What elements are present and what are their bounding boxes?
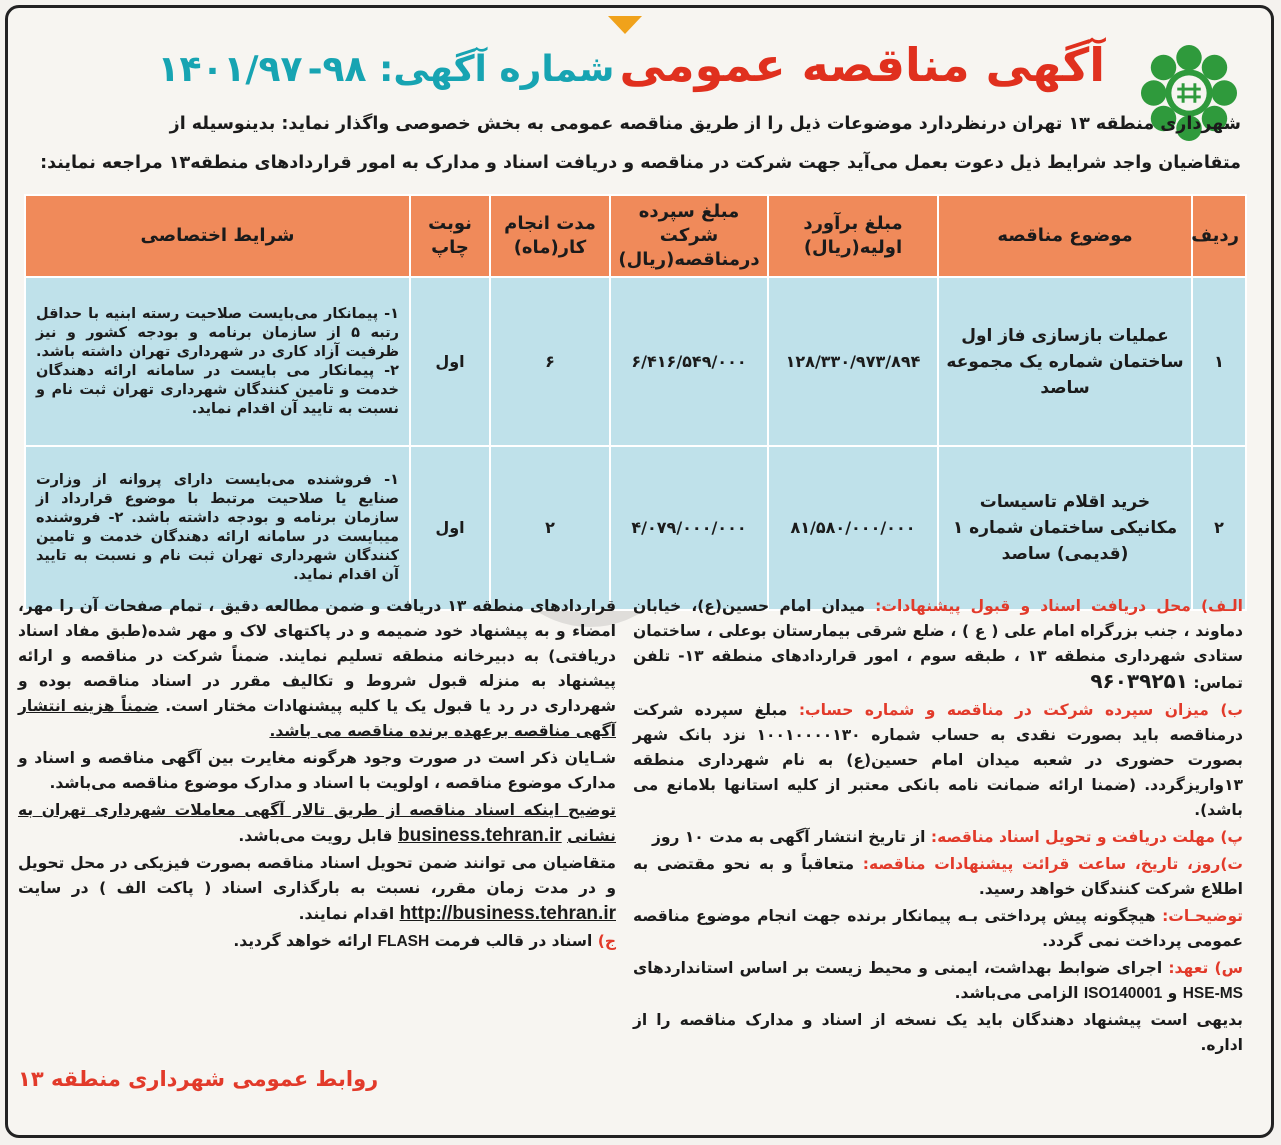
title-text: آگهی مناقصه عمومی bbox=[619, 38, 1105, 92]
cell-duration: ۶ bbox=[490, 277, 610, 446]
business-url-link[interactable]: http://business.tehran.ir bbox=[399, 903, 616, 924]
section-c-label: ج) bbox=[597, 932, 616, 950]
left-p4-text: متقاضیان می توانند ضمن تحویل اسناد مناقصه بصورت فیزیکی در محل تحویل و در مدت زمان مقرر، نسبت به بارگذاری اسناد ( پاکت الف ) در سایت bbox=[18, 854, 616, 897]
cell-subject: خرید اقلام تاسیسات مکانیکی ساختمان شماره ۱ (قدیمی) ساصد bbox=[938, 446, 1192, 610]
cell-row: ۱ bbox=[1192, 277, 1246, 446]
section-c-text: اسناد در قالب فرمت bbox=[434, 932, 593, 950]
notice-number-label: شماره آگهی: ۹۸- bbox=[307, 49, 615, 90]
cell-subject: عملیات بازسازی فاز اول ساختمان شماره یک مجموعه ساصد bbox=[938, 277, 1192, 446]
left-p3-text: توضیح اینکه اسناد مناقصه از طریق تالار آگهی معاملات شهرداری تهران به نشانی bbox=[18, 801, 616, 845]
cell-conditions: ۱- فروشنده می‌بایست دارای پروانه از وزارت صنایع یا صلاحیت مرتبط با موضوع قرارداد از سازمان برنامه و بودجه داشته باشد. ۲- فروشنده میبایست در سامانه ارائه دهندگان خدمت و تامین کنندگان شهرداری تهران ثبت نام و نسبت به تایید آن اقدام نماید. bbox=[25, 446, 410, 610]
left-paragraph-4 bbox=[18, 851, 616, 927]
section-b-text: مبلغ سپرده شرکت درمناقصه باید بصورت نقدی به حساب شماره ۱۰۰۱۰۰۰۰۱۳۰ نزد بانک شهر بصورت حضوری در شعبه میدان امام حسین(ع) به نام شهرداری منطقه ۱۳واریزگردد. bbox=[633, 701, 1243, 794]
section-b-note: (ضمنا ارائه ضمانت نامه بانکی معتبر از کلیه استانها بلامانع می باشد). bbox=[633, 776, 1243, 819]
section-t-label: ت)روز، تاریخ، ساعت قرائت پیشنهادات مناقصه: bbox=[862, 855, 1243, 873]
col-header-estimate: مبلغ برآورد اولیه(ریال) bbox=[768, 195, 938, 277]
cell-deposit: ۴/۰۷۹/۰۰۰/۰۰۰ bbox=[610, 446, 768, 610]
section-a bbox=[633, 594, 1243, 696]
section-c-end: ارائه خواهد گردید. bbox=[233, 932, 373, 950]
left-p4-end: اقدام نمایند. bbox=[298, 905, 395, 923]
col-header-duration: مدت انجام کار(ماه) bbox=[490, 195, 610, 277]
section-p bbox=[633, 825, 1243, 850]
cell-estimate: ۱۲۸/۳۳۰/۹۷۳/۸۹۴ bbox=[768, 277, 938, 446]
standard-hse: HSE-MS bbox=[1182, 985, 1243, 1002]
section-b bbox=[633, 698, 1243, 823]
left-p1-text: قراردادهای منطقه ۱۳ دریافت و ضمن مطالعه دقیق ، تمام صفحات آن را مهر، امضاء و به پیشنهاد خود ضمیمه و در پاکتهای لاک و مهر شده(طبق مفاد اسناد دریافتی) به دبیرخانه منطقه تسلیم نمایند. ضمناً شرکت در مناقصه و ارائه پیشنهاد به منزله قبول شروط و تکالیف مقرر در اسناد مناقصه بوده و شهرداری در رد یا قبول یک یا کلیه پیشنهادات مختار است. bbox=[18, 597, 616, 715]
cell-deposit: ۶/۴۱۶/۵۴۹/۰۰۰ bbox=[610, 277, 768, 446]
left-paragraph-1 bbox=[18, 594, 616, 744]
section-t-text: متعاقباً و به نحو مقتضی به اطلاع شرکت کنندگان خواهد رسید. bbox=[633, 855, 1243, 898]
cell-print: اول bbox=[410, 277, 490, 446]
left-p3-end: قابل رویت می‌باشد. bbox=[238, 827, 393, 845]
right-column bbox=[633, 594, 1243, 1060]
notice-number: ۱۴۰۱/۹۷ bbox=[157, 49, 303, 90]
col-header-print: نوبت چاپ bbox=[410, 195, 490, 277]
left-column bbox=[18, 594, 616, 956]
notice-title bbox=[157, 38, 1105, 92]
col-header-subject: موضوع مناقصه bbox=[938, 195, 1192, 277]
col-header-conditions: شرایط اختصاصی bbox=[25, 195, 410, 277]
cell-estimate: ۸۱/۵۸۰/۰۰۰/۰۰۰ bbox=[768, 446, 938, 610]
pin-marker-icon bbox=[608, 16, 642, 34]
section-s bbox=[633, 956, 1243, 1006]
left-paragraph-3 bbox=[18, 798, 616, 849]
section-s-end: الزامی می‌باشد. bbox=[954, 984, 1079, 1002]
table-row bbox=[25, 446, 1246, 610]
section-s-label: س) تعهد: bbox=[1168, 959, 1243, 977]
cell-conditions: ۱- پیمانکار می‌بایست صلاحیت رسته ابنیه با حداقل رتبه ۵ از سازمان برنامه و بودجه کشور و نیز ظرفیت آزاد کاری در شهرداری تهران داشته باشد. ۲- پیمانکار می بایست در سامانه ارائه دهندگان خدمت و تامین کنندگان شهرداری تهران ثبت نام و نسبت به تایید آن اقدام نماید. bbox=[25, 277, 410, 446]
business-site-link[interactable]: business.tehran.ir bbox=[398, 825, 562, 846]
table-row bbox=[25, 277, 1246, 446]
left-paragraph-2: شـایان ذکر است در صورت وجود هرگونه مغایرت بین آگهی مناقصه و اسناد و مدارک موضوع مناقصه ، اولویت با اسناد و مدارک موضوع مناقصه می‌باشد. bbox=[18, 749, 616, 792]
notes-label: توضیحـات: bbox=[1162, 907, 1243, 925]
standard-and: و bbox=[1167, 984, 1178, 1002]
public-relations-signature: روابط عمومی شهرداری منطقه ۱۳ bbox=[18, 1067, 379, 1091]
section-p-text: از تاریخ انتشار آگهی به مدت ۱۰ روز bbox=[651, 828, 926, 846]
notes-text: هیچگونه پیش پرداختی بـه پیمانکار برنده جهت انجام موضوع مناقصه عمومی پرداخت نمی گردد. bbox=[633, 907, 1243, 950]
section-b-label: ب) میزان سپرده شرکت در مناقصه و شماره حساب: bbox=[798, 701, 1243, 719]
section-a-text: میدان امام حسین(ع)، خیابان دماوند ، جنب بزرگراه امام علی ( ع ) ، ضلع شرقی بیمارستان بوعلی ، ساختمان ستادی شهرداری منطقه ۱۳ ، طبقه سوم ، امور قراردادهای منطقه ۱۳- تلفن تماس: bbox=[633, 597, 1243, 692]
section-t bbox=[633, 852, 1243, 902]
col-header-row: ردیف bbox=[1192, 195, 1246, 277]
closing-line: بدیهی است پیشنهاد دهندگان باید یک نسخه از اسناد و مدارک مناقصه را از اداره. bbox=[633, 1011, 1243, 1054]
left-paragraph-c bbox=[18, 929, 616, 954]
intro-line-2: متقاضیان واجد شرایط ذیل دعوت بعمل می‌آید جهت شرکت در مناقصه و دریافت اسناد و مدارک به امور قراردادهای منطقه۱۳ مراجعه نمایند: bbox=[40, 153, 1241, 173]
cell-row: ۲ bbox=[1192, 446, 1246, 610]
col-header-deposit: مبلغ سپرده شرکت درمناقصه(ریال) bbox=[610, 195, 768, 277]
section-p-label: پ) مهلت دریافت و تحویل اسناد مناقصه: bbox=[930, 828, 1243, 846]
standard-iso: ISO140001 bbox=[1083, 985, 1163, 1002]
section-s-text: اجرای ضوابط بهداشت، ایمنی و محیط زیست بر اساس استانداردهای bbox=[633, 959, 1163, 977]
intro-line-1: شهرداری منطقه ۱۳ تهران درنظردارد موضوعات ذیل را از طریق مناقصه عمومی به بخش خصوصی واگذار نماید: بدینوسیله از bbox=[169, 114, 1241, 134]
section-notes bbox=[633, 904, 1243, 954]
table-header-row bbox=[25, 195, 1246, 277]
section-a-label: الـف) محل دریافت اسناد و قبول پیشنهادات: bbox=[875, 597, 1243, 615]
left-p1-bold: ضمناً هزینه انتشار آگهی مناقصه برعهده برنده مناقصه می باشد. bbox=[18, 697, 616, 740]
tender-table bbox=[24, 194, 1247, 611]
cell-duration: ۲ bbox=[490, 446, 610, 610]
flash-format: FLASH bbox=[377, 933, 430, 950]
cell-print: اول bbox=[410, 446, 490, 610]
phone-number: ۹۶۰۳۹۲۵۱ bbox=[1090, 669, 1188, 693]
